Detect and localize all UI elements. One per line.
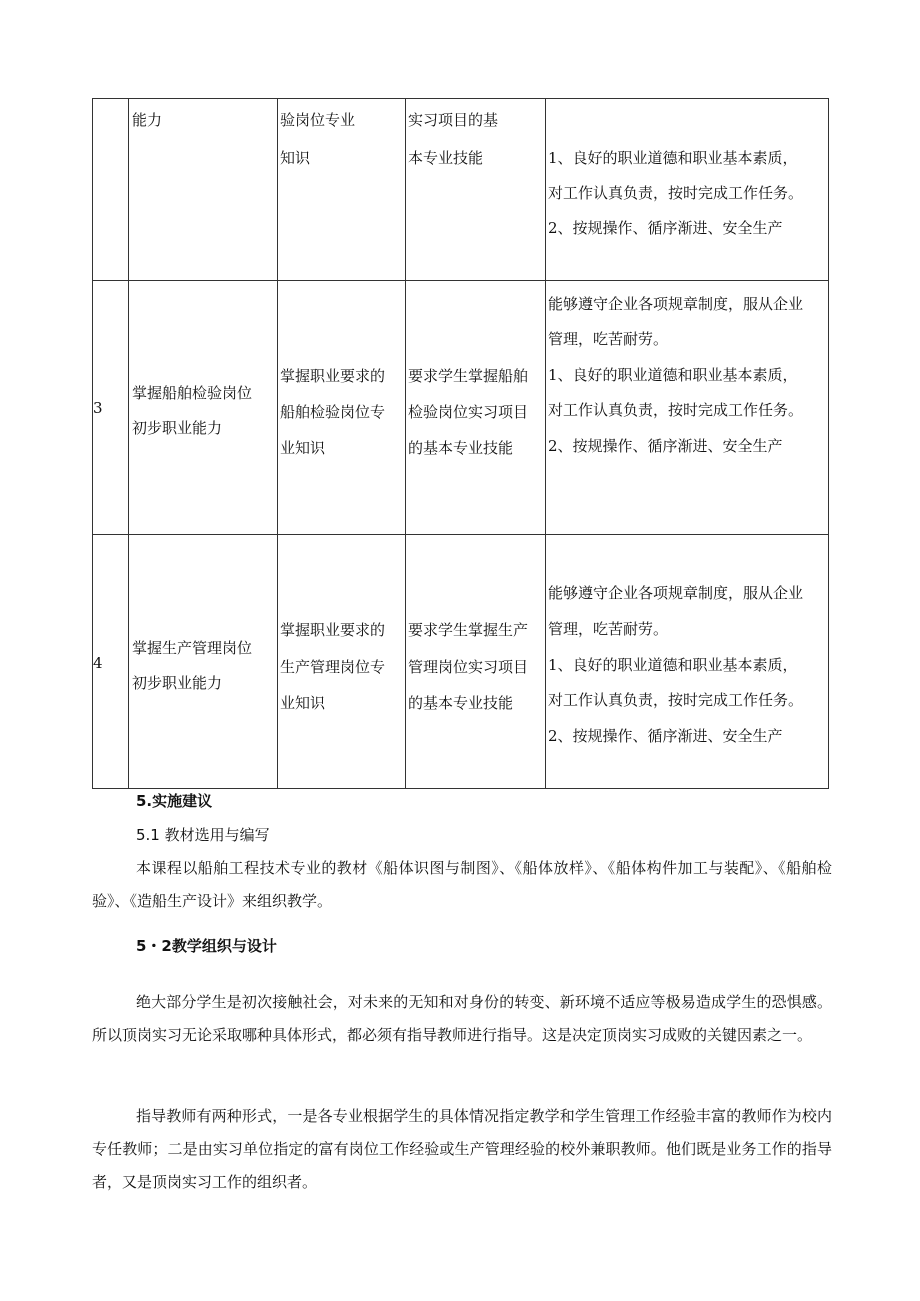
table-cell: 实习项目的基 [408,111,499,129]
table-cell: 管理岗位实习项目 [408,658,529,676]
table-row-divider [92,280,829,281]
section-heading: 5.实施建议 [136,792,213,810]
table-cell: 掌握船舶检验岗位 [132,384,253,402]
table-cell: 要求学生掌握船舶 [408,367,529,385]
table-border-left [92,98,93,789]
table-col-divider [128,98,129,789]
table-border-bottom [92,788,829,789]
table-col-divider [545,98,546,789]
table-cell: 管理，吃苦耐劳。 [548,620,669,638]
table-cell: 知识 [280,149,311,167]
table-cell: 船舶检验岗位专 [280,403,386,421]
table-cell: 对工作认真负责，按时完成工作任务。 [548,184,804,202]
paragraph: 指导教师有两种形式，一是各专业根据学生的具体情况指定教学和学生管理工作经验丰富的教师作为校内专任教师；二是由实习单位指定的富有岗位工作经验或生产管理经验的校外兼职教师。他们既是业务工作的指导者，又是顶岗实习工作的组织者。 [92,1107,832,1191]
table-cell: 业知识 [280,694,326,712]
table-cell: 能力 [132,111,163,129]
table-cell: 2、按规操作、循序渐进、安全生产 [548,727,783,745]
table-cell: 1、良好的职业道德和职业基本素质， [548,366,798,384]
table-cell: 管理，吃苦耐劳。 [548,330,669,348]
table-cell: 能够遵守企业各项规章制度，服从企业 [548,584,804,602]
table-cell: 掌握生产管理岗位 [132,639,253,657]
table-border-right [828,98,829,789]
table-cell: 业知识 [280,439,326,457]
paragraph: 绝大部分学生是初次接触社会，对未来的无知和对身份的转变、新环境不适应等极易造成学生的恐惧感。所以顶岗实习无论采取哪种具体形式，都必须有指导教师进行指导。这是决定顶岗实习成败的关键因素之一。 [92,993,832,1044]
table-cell: 1、良好的职业道德和职业基本素质， [548,656,798,674]
table-cell: 2、按规操作、循序渐进、安全生产 [548,437,783,455]
table-col-divider [405,98,406,789]
paragraph: 本课程以船舶工程技术专业的教材《船体识图与制图》、《船体放样》、《船体构件加工与装配》、《船舶检验》、《造船生产设计》来组织教学。 [92,859,832,910]
table-cell: 本专业技能 [408,149,484,167]
row-number: 3 [93,399,103,417]
subsection-heading: 5・2教学组织与设计 [136,937,277,955]
table-cell: 的基本专业技能 [408,439,514,457]
table-cell: 对工作认真负责，按时完成工作任务。 [548,401,804,419]
table-border-top [92,98,829,99]
table-cell: 验岗位专业 [280,111,356,129]
table-cell: 掌握职业要求的 [280,621,386,639]
table-cell: 对工作认真负责，按时完成工作任务。 [548,691,804,709]
table-cell: 初步职业能力 [132,674,223,692]
table-cell: 的基本专业技能 [408,694,514,712]
row-number: 4 [93,654,103,672]
table-col-divider [277,98,278,789]
table-cell: 掌握职业要求的 [280,367,386,385]
table-cell: 要求学生掌握生产 [408,621,529,639]
table-row-divider [92,534,829,535]
table-cell: 1、良好的职业道德和职业基本素质， [548,149,798,167]
table-cell: 生产管理岗位专 [280,658,386,676]
table-cell: 2、按规操作、循序渐进、安全生产 [548,219,783,237]
table-cell: 检验岗位实习项目 [408,403,529,421]
subsection-heading: 5.1 教材选用与编写 [136,826,270,844]
table-cell: 能够遵守企业各项规章制度，服从企业 [548,295,804,313]
table-cell: 初步职业能力 [132,419,223,437]
